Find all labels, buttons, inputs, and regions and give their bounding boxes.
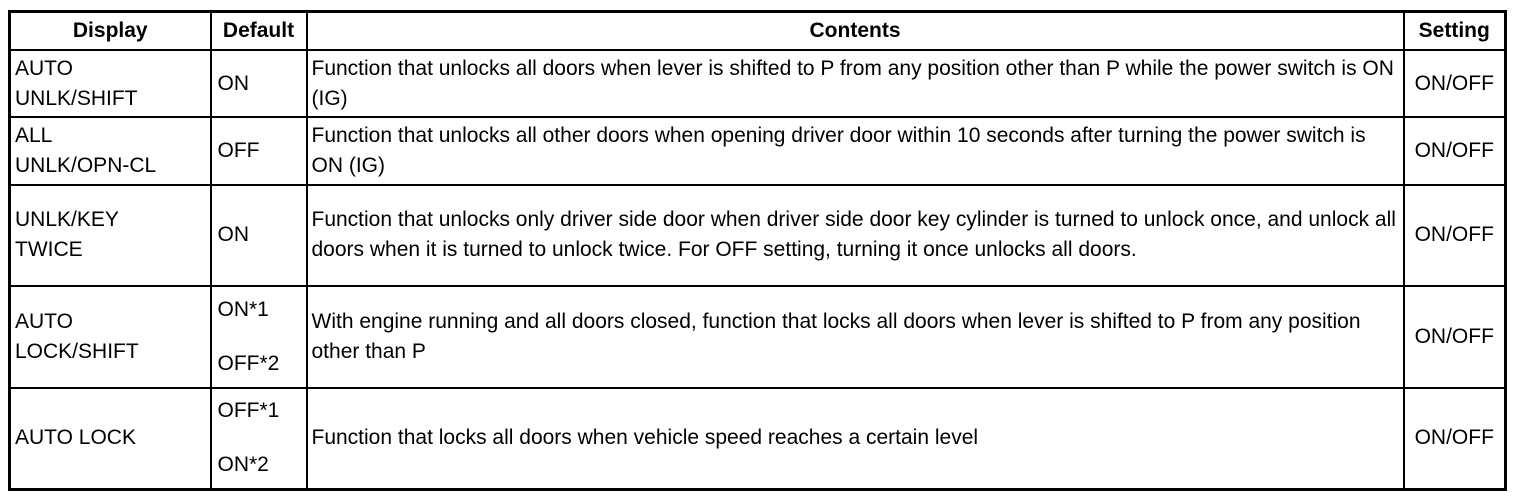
contents-cell: Function that unlocks all doors when lever is shifted to P from any position other than P while the power switch is ON (IG) bbox=[307, 50, 1404, 117]
display-cell bbox=[10, 117, 211, 184]
contents-cell: Function that locks all doors when vehicle speed reaches a certain level bbox=[307, 388, 1404, 490]
default-value: OFF*1 bbox=[217, 399, 280, 423]
display-line: AUTO LOCK bbox=[15, 426, 136, 450]
display-cell bbox=[10, 185, 211, 286]
display-cell bbox=[10, 50, 211, 117]
default-cell bbox=[211, 286, 307, 388]
table-row bbox=[10, 388, 1506, 490]
display-line: UNLK/OPN-CL bbox=[15, 153, 157, 177]
header-display: Display bbox=[10, 12, 211, 51]
display-cell bbox=[10, 286, 211, 388]
display-line: UNLK/KEY bbox=[15, 208, 119, 232]
display-line: AUTO bbox=[15, 309, 73, 333]
default-cell bbox=[211, 185, 307, 286]
display-cell bbox=[10, 388, 211, 490]
contents-cell: With engine running and all doors closed, function that locks all doors when lever is shifted to P from any position other than P bbox=[307, 286, 1404, 388]
default-value: OFF bbox=[217, 138, 260, 162]
display-line: AUTO bbox=[15, 56, 73, 80]
default-value: ON bbox=[217, 223, 249, 247]
door-lock-settings-sheet bbox=[8, 10, 1504, 491]
default-value: OFF*2 bbox=[217, 351, 280, 375]
setting-cell: ON/OFF bbox=[1404, 185, 1506, 286]
setting-cell: ON/OFF bbox=[1404, 50, 1506, 117]
setting-cell: ON/OFF bbox=[1404, 117, 1506, 184]
header-setting: Setting bbox=[1404, 12, 1506, 51]
default-cell bbox=[211, 388, 307, 490]
default-value: ON*1 bbox=[217, 297, 269, 321]
display-line: TWICE bbox=[15, 238, 83, 262]
table-row bbox=[10, 50, 1506, 117]
setting-cell: ON/OFF bbox=[1404, 286, 1506, 388]
header-default: Default bbox=[211, 12, 307, 51]
table-row bbox=[10, 117, 1506, 184]
table-row bbox=[10, 185, 1506, 286]
header-contents: Contents bbox=[307, 12, 1404, 51]
default-cell bbox=[211, 117, 307, 184]
contents-cell: Function that unlocks only driver side door when driver side door key cylinder is turned to unlock once, and unlock all doors when it is turned to unlock twice. For OFF setting, turning it once unlocks all doors. bbox=[307, 185, 1404, 286]
display-line: ALL bbox=[15, 123, 53, 147]
display-line: LOCK/SHIFT bbox=[15, 339, 139, 363]
default-cell bbox=[211, 50, 307, 117]
table-header-row bbox=[10, 12, 1506, 51]
default-value: ON bbox=[217, 71, 249, 95]
contents-cell: Function that unlocks all other doors when opening driver door within 10 seconds after turning the power switch is ON (IG) bbox=[307, 117, 1404, 184]
display-line: UNLK/SHIFT bbox=[15, 86, 138, 110]
table-row bbox=[10, 286, 1506, 388]
door-lock-settings-table bbox=[8, 10, 1507, 491]
setting-cell: ON/OFF bbox=[1404, 388, 1506, 490]
default-value: ON*2 bbox=[217, 453, 269, 477]
